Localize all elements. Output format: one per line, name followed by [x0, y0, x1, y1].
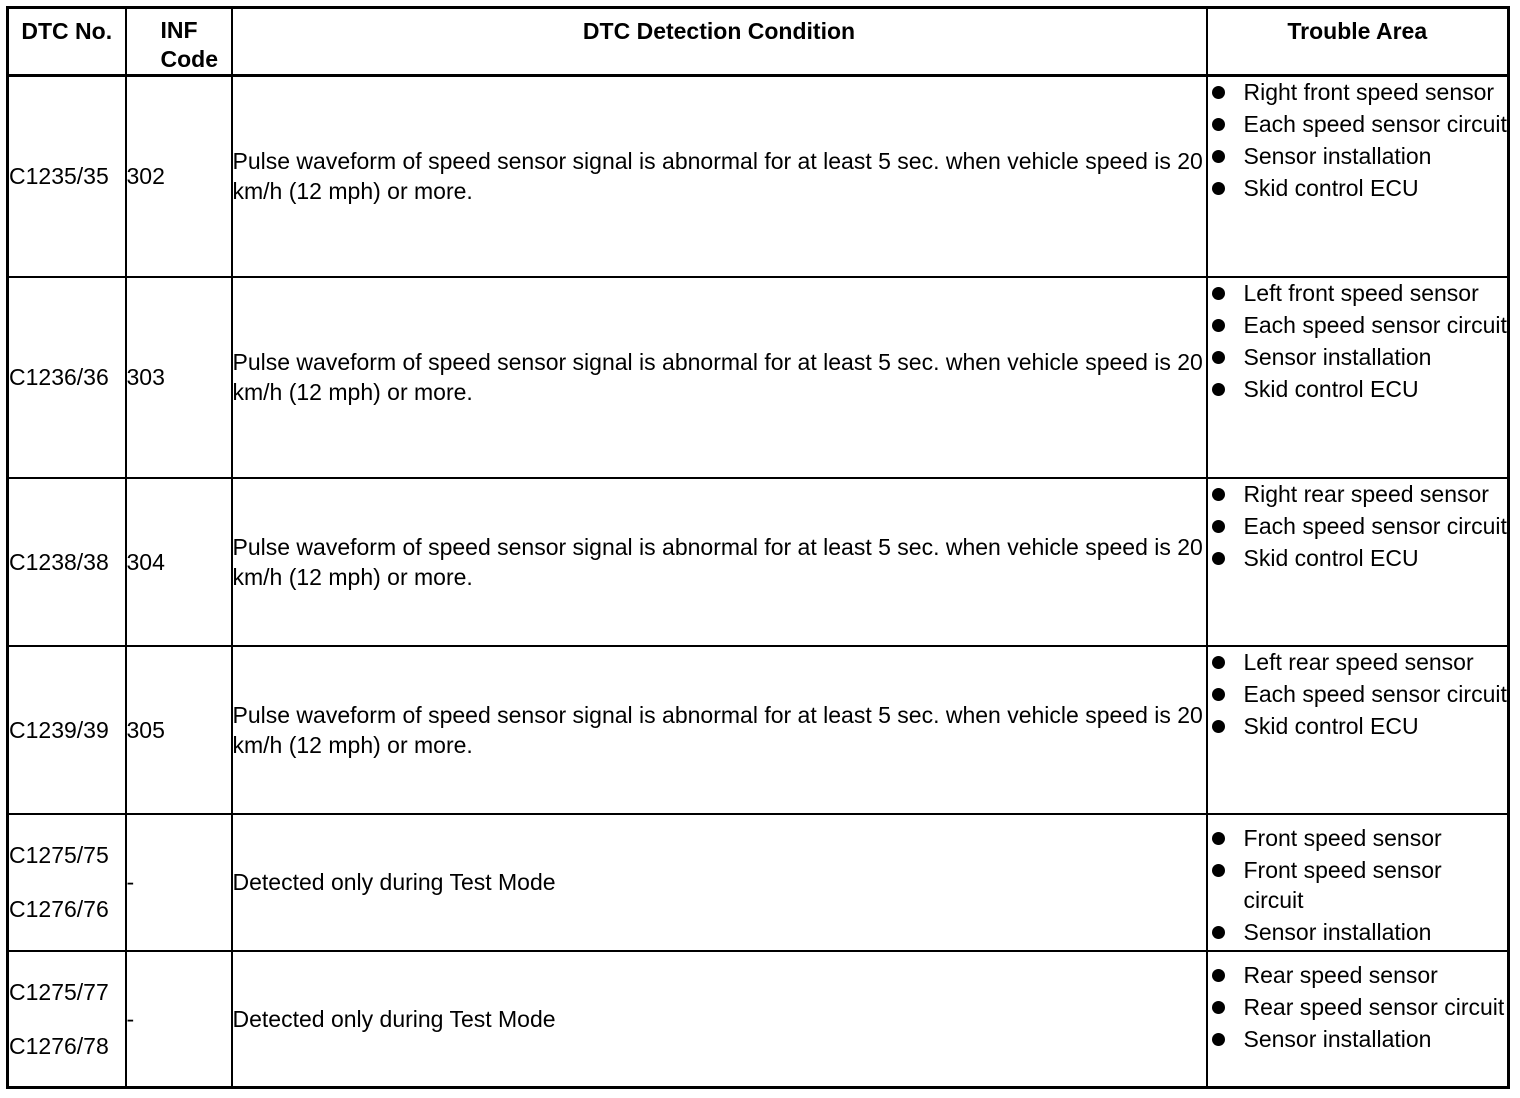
trouble-area-text: Skid control ECU	[1243, 375, 1419, 402]
table-row	[8, 646, 1509, 814]
dtc-code: C1238/38	[9, 548, 109, 575]
bullet-icon	[1212, 864, 1225, 877]
list-item	[1208, 109, 1508, 139]
table-row	[8, 951, 1509, 1088]
dtc-code: C1236/36	[9, 364, 109, 390]
table-row	[8, 76, 1509, 277]
dtc-code: C1275/77	[9, 978, 109, 1005]
bullet-icon	[1212, 656, 1225, 669]
bullet-icon	[1212, 182, 1225, 195]
inf-code-cell: 305	[126, 646, 232, 814]
dtc-code-cell	[8, 478, 126, 646]
dtc-code-cell	[8, 76, 126, 277]
bullet-icon	[1212, 1033, 1225, 1046]
dtc-table	[6, 6, 1510, 1089]
trouble-area-list	[1208, 647, 1508, 741]
trouble-area-text: Front speed sensor circuit	[1243, 856, 1442, 913]
header-condition: DTC Detection Condition	[232, 8, 1207, 76]
bullet-icon	[1212, 720, 1225, 733]
list-item	[1208, 342, 1508, 372]
dtc-code-cell	[8, 646, 126, 814]
bullet-icon	[1212, 688, 1225, 701]
list-item	[1208, 511, 1508, 541]
trouble-area-cell	[1207, 478, 1509, 646]
bullet-icon	[1212, 1001, 1225, 1014]
table-row	[8, 814, 1509, 951]
dtc-code-cell	[8, 814, 126, 951]
table-row	[8, 478, 1509, 646]
trouble-area-text: Skid control ECU	[1243, 712, 1419, 739]
bullet-icon	[1212, 150, 1225, 163]
bullet-icon	[1212, 969, 1225, 982]
detection-condition-cell: Pulse waveform of speed sensor signal is abnormal for at least 5 sec. when vehicle speed is 20 km/h (12 mph) or more.	[232, 478, 1207, 646]
table-row	[8, 277, 1509, 478]
trouble-area-cell	[1207, 646, 1509, 814]
bullet-icon	[1212, 86, 1225, 99]
list-item	[1208, 479, 1508, 509]
dtc-code: C1276/78	[9, 1032, 109, 1059]
trouble-area-list	[1208, 823, 1508, 947]
dtc-code-cell	[8, 277, 126, 478]
list-item	[1208, 141, 1508, 171]
list-item	[1208, 711, 1508, 741]
list-item	[1208, 310, 1508, 340]
bullet-icon	[1212, 552, 1225, 565]
trouble-area-cell	[1207, 951, 1509, 1088]
detection-condition-cell: Pulse waveform of speed sensor signal is abnormal for at least 5 sec. when vehicle speed is 20 km/h (12 mph) or more.	[232, 277, 1207, 478]
inf-code-cell: 302	[126, 76, 232, 277]
detection-condition-cell: Pulse waveform of speed sensor signal is abnormal for at least 5 sec. when vehicle speed is 20 km/h (12 mph) or more.	[232, 76, 1207, 277]
list-item	[1208, 374, 1508, 404]
trouble-area-text: Skid control ECU	[1243, 544, 1419, 571]
trouble-area-text: Right rear speed sensor	[1243, 480, 1489, 507]
bullet-icon	[1212, 926, 1225, 939]
list-item	[1208, 823, 1508, 853]
list-item	[1208, 173, 1508, 203]
list-item	[1208, 917, 1508, 947]
list-item	[1208, 647, 1508, 677]
trouble-area-text: Each speed sensor circuit	[1243, 311, 1507, 338]
list-item	[1208, 77, 1508, 107]
header-inf-code: INF Code	[126, 8, 232, 76]
table-header-row	[8, 8, 1509, 76]
inf-code-cell: -	[126, 814, 232, 951]
trouble-area-text: Each speed sensor circuit	[1243, 111, 1507, 137]
trouble-area-list	[1208, 960, 1508, 1054]
trouble-area-list	[1208, 77, 1508, 203]
trouble-area-text: Skid control ECU	[1243, 175, 1419, 201]
bullet-icon	[1212, 351, 1225, 364]
inf-code-cell: 304	[126, 478, 232, 646]
trouble-area-text: Left rear speed sensor	[1243, 648, 1474, 675]
trouble-area-text: Rear speed sensor circuit	[1243, 993, 1505, 1020]
bullet-icon	[1212, 319, 1225, 332]
inf-code-cell: 303	[126, 277, 232, 478]
trouble-area-text: Sensor installation	[1243, 1025, 1432, 1052]
trouble-area-text: Each speed sensor circuit	[1243, 512, 1507, 539]
bullet-icon	[1212, 488, 1225, 501]
list-item	[1208, 1024, 1508, 1054]
trouble-area-text: Right front speed sensor	[1243, 79, 1495, 105]
detection-condition-cell: Detected only during Test Mode	[232, 814, 1207, 951]
dtc-code: C1276/76	[9, 896, 109, 922]
list-item	[1208, 679, 1508, 709]
trouble-area-cell	[1207, 277, 1509, 478]
trouble-area-text: Rear speed sensor	[1243, 961, 1438, 988]
bullet-icon	[1212, 383, 1225, 396]
inf-code-cell: -	[126, 951, 232, 1088]
bullet-icon	[1212, 520, 1225, 533]
trouble-area-cell	[1207, 814, 1509, 951]
bullet-icon	[1212, 287, 1225, 300]
list-item	[1208, 543, 1508, 573]
dtc-code: C1239/39	[9, 716, 109, 743]
dtc-code-cell	[8, 951, 126, 1088]
trouble-area-list	[1208, 278, 1508, 404]
trouble-area-list	[1208, 479, 1508, 573]
list-item	[1208, 960, 1508, 990]
trouble-area-text: Left front speed sensor	[1243, 279, 1479, 306]
trouble-area-cell	[1207, 76, 1509, 277]
trouble-area-text: Each speed sensor circuit	[1243, 680, 1507, 707]
trouble-area-text: Front speed sensor	[1243, 824, 1442, 851]
header-dtc-no: DTC No.	[8, 8, 126, 76]
dtc-code: C1275/75	[9, 842, 109, 868]
detection-condition-cell: Pulse waveform of speed sensor signal is abnormal for at least 5 sec. when vehicle speed is 20 km/h (12 mph) or more.	[232, 646, 1207, 814]
bullet-icon	[1212, 118, 1225, 131]
list-item	[1208, 992, 1508, 1022]
table-body	[8, 76, 1509, 1088]
dtc-code: C1235/35	[9, 163, 109, 190]
trouble-area-text: Sensor installation	[1243, 918, 1432, 945]
detection-condition-cell: Detected only during Test Mode	[232, 951, 1207, 1088]
bullet-icon	[1212, 832, 1225, 845]
trouble-area-text: Sensor installation	[1243, 343, 1432, 370]
trouble-area-text: Sensor installation	[1243, 143, 1432, 169]
list-item	[1208, 278, 1508, 308]
header-trouble-area: Trouble Area	[1207, 8, 1509, 76]
list-item	[1208, 855, 1508, 915]
